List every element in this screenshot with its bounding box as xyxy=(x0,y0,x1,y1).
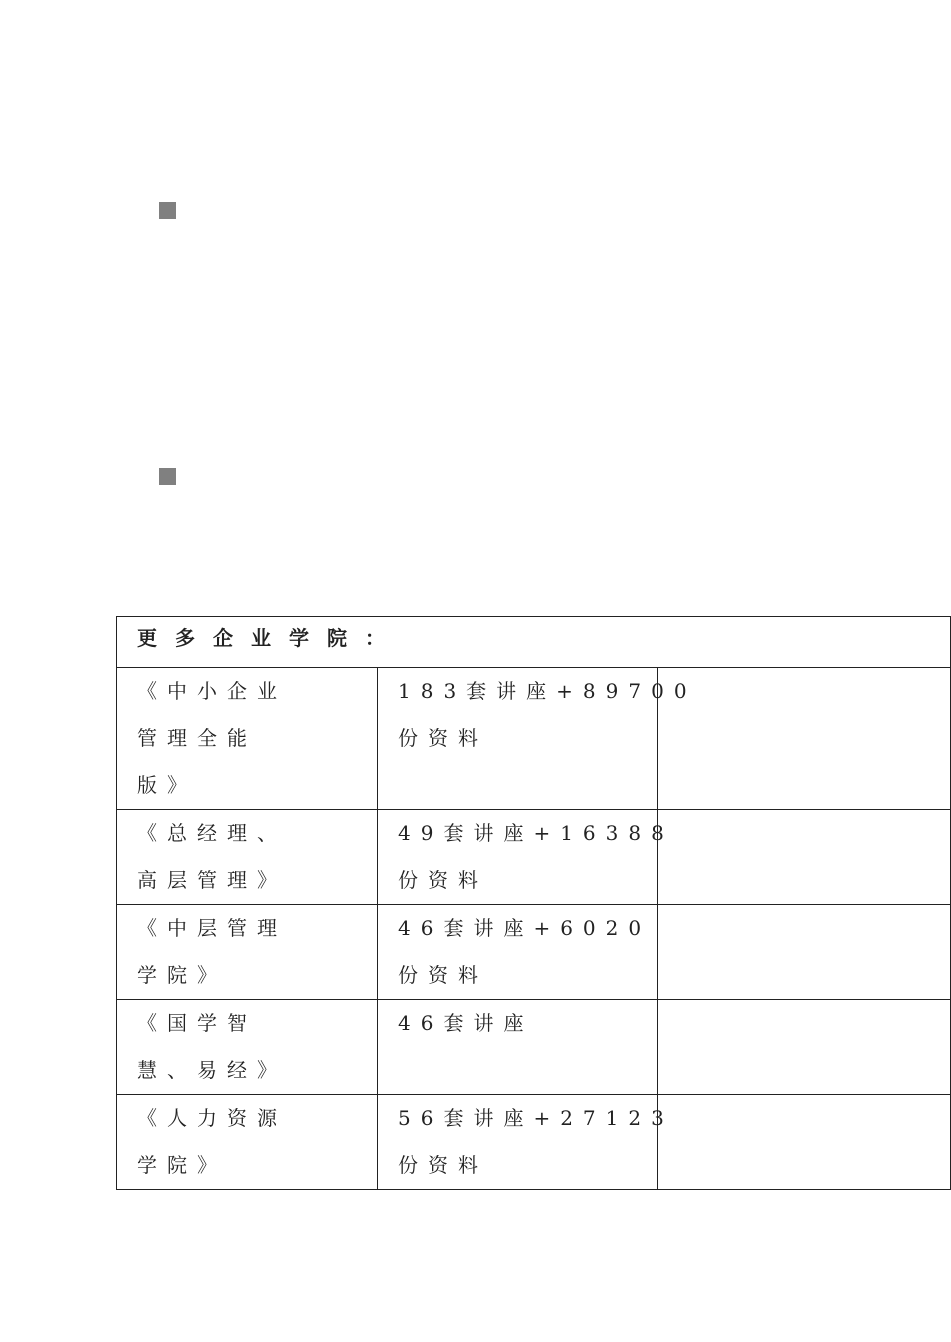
academy-name-line: 管理全能 xyxy=(137,726,257,750)
table-row xyxy=(117,1095,951,1190)
academy-detail-line: 56套讲座+27123 xyxy=(398,1106,674,1130)
academy-table xyxy=(116,616,951,1190)
academy-extra-cell xyxy=(658,1095,951,1190)
academy-detail-cell xyxy=(378,668,697,810)
academy-detail-line: 46套讲座 xyxy=(398,1011,534,1035)
academy-name-line: 学院》 xyxy=(137,963,227,987)
table-header: 更多企业学院： xyxy=(117,617,951,668)
academy-detail-line: 份资料 xyxy=(398,963,488,987)
academy-extra-cell xyxy=(658,668,951,810)
academy-detail-line: 183套讲座+89700 xyxy=(398,679,697,703)
academy-detail-cell xyxy=(378,905,658,1000)
table-header-row xyxy=(117,617,951,668)
academy-name-cell xyxy=(117,1095,378,1190)
table-row xyxy=(117,905,951,1000)
academy-detail-line: 46套讲座+6020 xyxy=(398,916,652,940)
academy-detail-line: 份资料 xyxy=(398,1153,488,1177)
academy-name-line: 《国学智 xyxy=(137,1011,257,1035)
table-row xyxy=(117,1000,951,1095)
academy-name-cell xyxy=(117,905,378,1000)
academy-extra-cell xyxy=(658,1000,951,1095)
academy-name-line: 学院》 xyxy=(137,1153,227,1177)
academy-detail-line: 份资料 xyxy=(398,726,488,750)
academy-detail-cell xyxy=(378,1095,674,1190)
academy-name-line: 《中小企业 xyxy=(137,679,287,703)
academy-name-line: 版》 xyxy=(137,773,197,797)
academy-detail-line: 份资料 xyxy=(398,868,488,892)
table-row xyxy=(117,810,951,905)
academy-extra-cell xyxy=(658,810,951,905)
academy-detail-line: 49套讲座+16388 xyxy=(398,821,674,845)
academy-name-line: 高层管理》 xyxy=(137,868,287,892)
academy-detail-cell xyxy=(378,1000,658,1095)
academy-name-line: 《人力资源 xyxy=(137,1106,287,1130)
academy-name-cell xyxy=(117,810,378,905)
academy-name-line: 《中层管理 xyxy=(137,916,287,940)
academy-detail-cell xyxy=(378,810,674,905)
square-bullet-icon xyxy=(159,468,176,485)
academy-name-line: 慧、易经》 xyxy=(137,1058,287,1082)
academy-extra-cell xyxy=(658,905,951,1000)
academy-name-cell xyxy=(117,1000,378,1095)
academy-name-line: 《总经理、 xyxy=(137,821,287,845)
academy-name-cell xyxy=(117,668,378,810)
table-row xyxy=(117,668,951,810)
square-bullet-icon xyxy=(159,202,176,219)
